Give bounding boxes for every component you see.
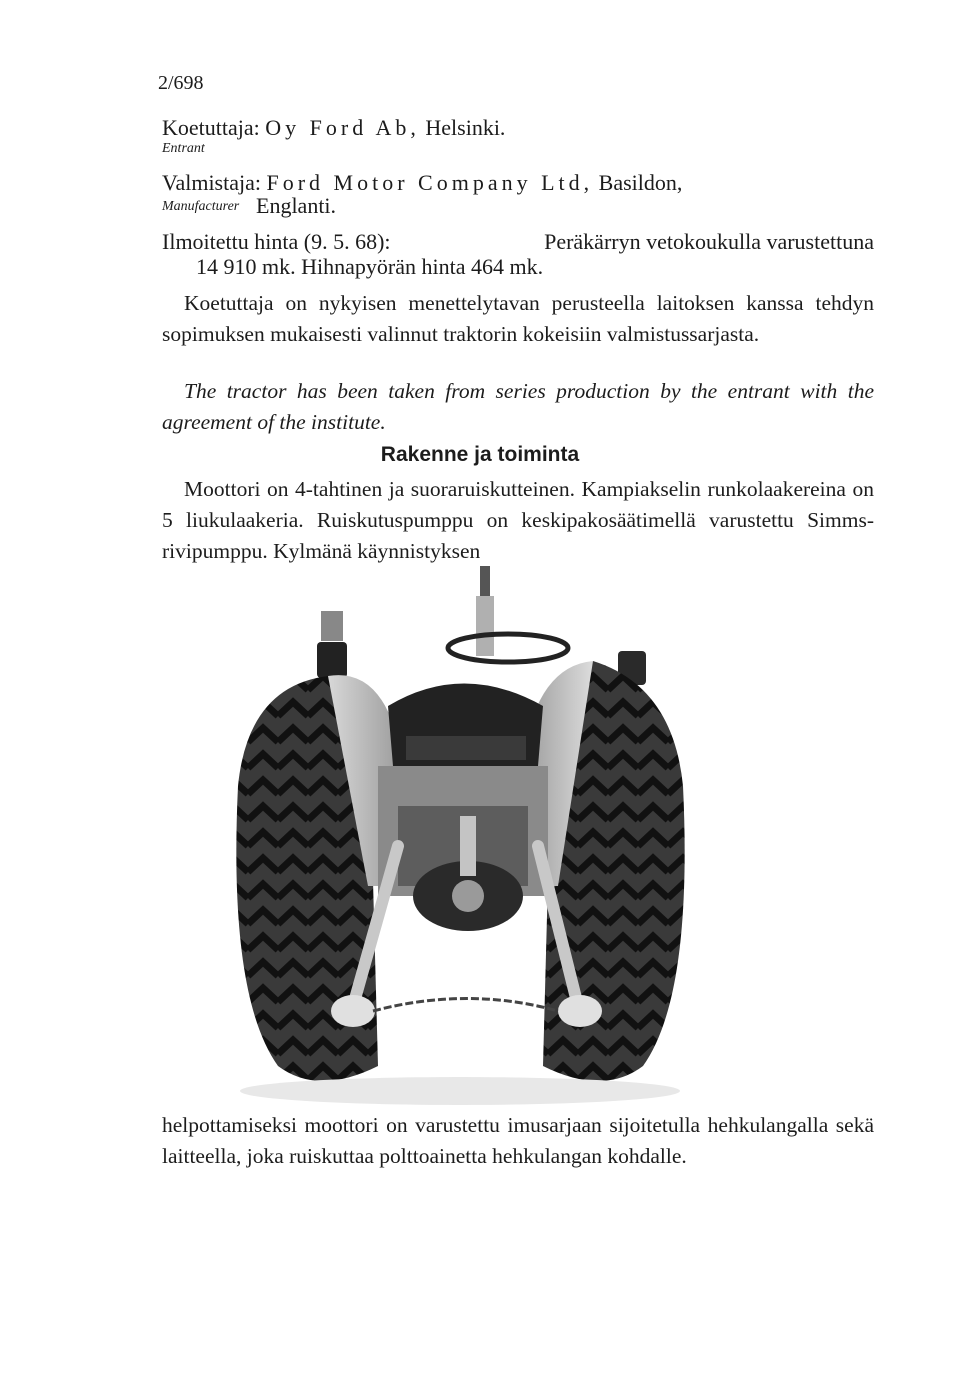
body-paragraph-2-text: helpottamiseksi moottori on varustettu imusarjaan sijoitetulla hehkulangalla sekä laitteella, joka ruiskuttaa polttoainetta hehkulangan kohdalle.: [162, 1113, 874, 1168]
entrant-label: Koetuttaja:: [162, 115, 260, 140]
price-label: Ilmoitettu hinta (9. 5. 68):: [162, 229, 391, 254]
statement-english-text: The tractor has been taken from series production by the entrant with the agreement of the institute.: [162, 379, 874, 434]
price-line-1: [162, 229, 874, 255]
manufacturer-sublabel: Manufacturer: [162, 199, 240, 214]
manufacturer-name: Ford Motor Company Ltd,: [266, 170, 594, 195]
price-line-2: 14 910 mk. Hihnapyörän hinta 464 mk.: [196, 254, 544, 279]
statement-finnish-text: Koetuttaja on nykyisen menettelytavan perusteella laitoksen kanssa tehdyn sopimuksen mukaisesti valinnut traktorin kokeisiin valmistussarjasta.: [162, 291, 874, 346]
steering-column: [448, 566, 568, 662]
entrant-sublabel: Entrant: [162, 141, 205, 156]
body-paragraph-1-text: Moottori on 4-tahtinen ja suoraruiskutteinen. Kampiakselin runkolaakereina on 5 liukulaakeria. Ruiskutuspumppu on keskipakosäätimellä varustettu Simms-rivipumppu. Kylmänä käynnistyksen: [162, 477, 874, 563]
stabilizer-chain: [373, 999, 558, 1012]
page-number: 2/698: [158, 72, 204, 94]
price-description: Peräkärryn vetokoukulla varustettuna: [544, 229, 874, 254]
statement-english: [162, 376, 874, 438]
manufacturer-line: [162, 170, 682, 196]
tractor-rear-view-photo: [218, 566, 703, 1111]
ground-shadow: [240, 1077, 680, 1105]
body-paragraph-1: [162, 474, 874, 567]
section-heading: Rakenne ja toiminta: [380, 443, 580, 466]
manufacturer-label: Valmistaja:: [162, 170, 261, 195]
manufacturer-city: Basildon,: [598, 170, 683, 195]
entrant-line: [162, 115, 505, 141]
tractor-seat: [388, 684, 543, 767]
left-lamp: [317, 611, 347, 678]
statement-finnish: [162, 288, 874, 350]
entrant-city: Helsinki.: [425, 115, 506, 140]
body-paragraph-2: [162, 1110, 874, 1172]
manufacturer-country: Englanti.: [256, 193, 337, 218]
entrant-name: Oy Ford Ab,: [265, 115, 420, 140]
